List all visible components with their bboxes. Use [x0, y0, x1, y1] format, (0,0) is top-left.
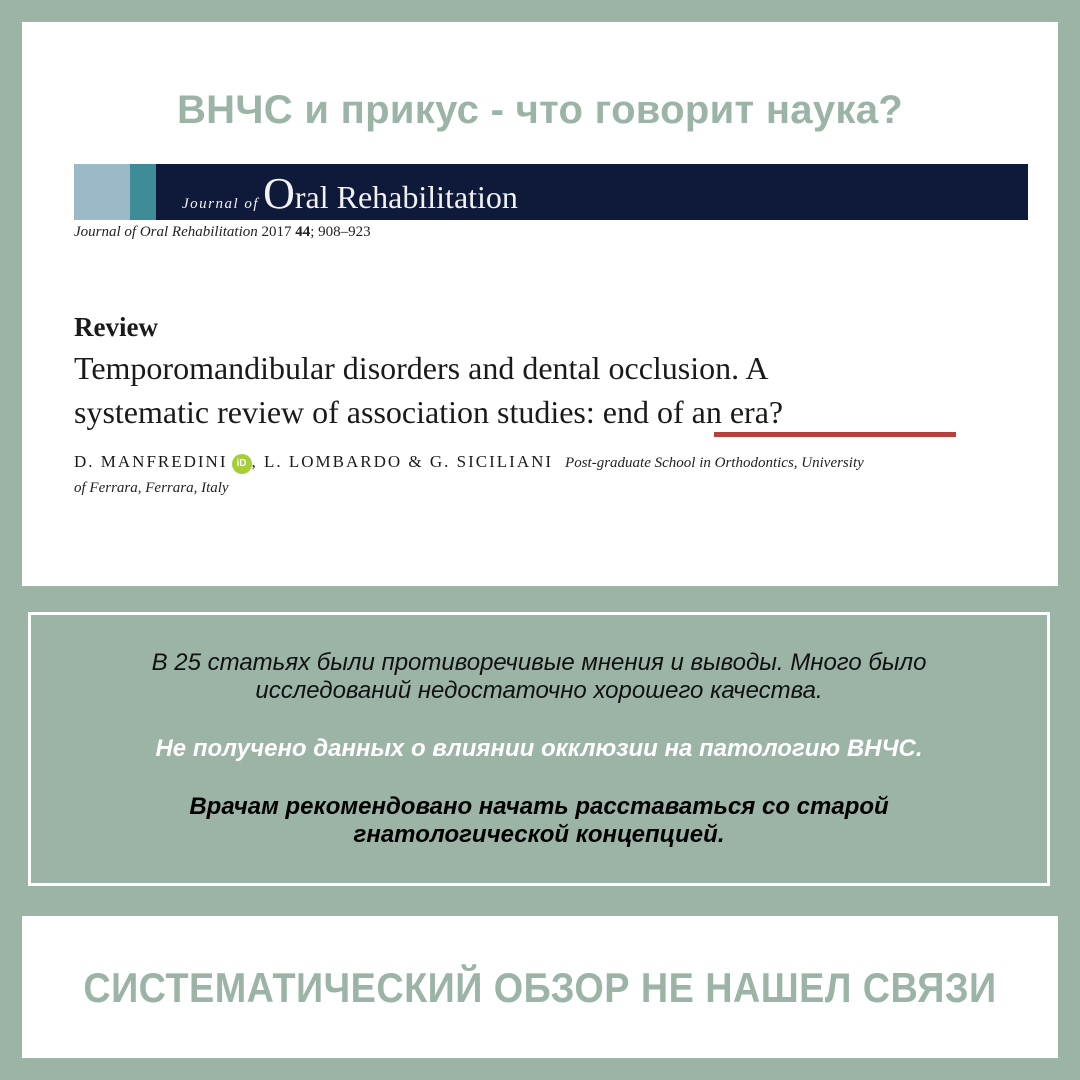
footer-card	[22, 916, 1058, 1058]
banner-light-block	[74, 164, 130, 220]
title-line-1: Temporomandibular disorders and dental occlusion. A	[74, 350, 769, 386]
journal-banner	[74, 164, 1028, 220]
summary-paragraph-3-text: Врачам рекомендовано начать расставаться со старой гнатологической концепцией.	[189, 793, 889, 848]
affiliation-line-2: of Ferrara, Ferrara, Italy	[74, 480, 229, 496]
citation-journal: Journal of Oral Rehabilitation	[74, 224, 258, 240]
authors-line	[74, 452, 1034, 474]
orcid-icon[interactable]: iD	[232, 454, 252, 474]
article-title	[74, 346, 974, 434]
journal-logo-small: Journal of	[182, 196, 260, 212]
title-line-2-start: systematic review of association studies:	[74, 394, 603, 430]
summary-paragraph-2: Не получено данных о влиянии окклюзии на патологию ВНЧС.	[155, 735, 923, 762]
article-card	[22, 22, 1058, 586]
citation-year: 2017	[261, 224, 292, 240]
summary-paragraph-3	[31, 793, 1047, 849]
summary-paragraph-1	[31, 649, 1047, 705]
summary-box	[28, 612, 1050, 886]
journal-logo-text	[182, 164, 518, 220]
journal-logo-name: ral Rehabilitation	[294, 179, 518, 215]
footer-conclusion: СИСТЕМАТИЧЕСКИЙ ОБЗОР НЕ НАШЕЛ СВЯЗИ	[83, 964, 997, 1011]
banner-teal-block	[130, 164, 156, 220]
title-emphasis: end of an era?	[602, 394, 784, 430]
title-line-2	[74, 390, 974, 434]
citation-pages: ; 908–923	[310, 224, 371, 240]
summary-paragraph-1-text: В 25 статьях были противоречивые мнения и выводы. Много было исследований недостаточно хорошего качества.	[151, 649, 927, 704]
section-label: Review	[74, 312, 158, 342]
journal-logo-initial: O	[263, 169, 295, 218]
journal-citation	[74, 224, 371, 241]
author-first: D. MANFREDINI	[74, 452, 228, 471]
title-underline	[714, 432, 956, 437]
citation-volume: 44	[295, 224, 311, 240]
authors-rest: , L. LOMBARDO & G. SICILIANI	[251, 452, 554, 471]
affiliation-line-1: Post-graduate School in Orthodontics, University	[565, 455, 864, 471]
page-headline: ВНЧС и прикус - что говорит наука?	[176, 88, 903, 132]
